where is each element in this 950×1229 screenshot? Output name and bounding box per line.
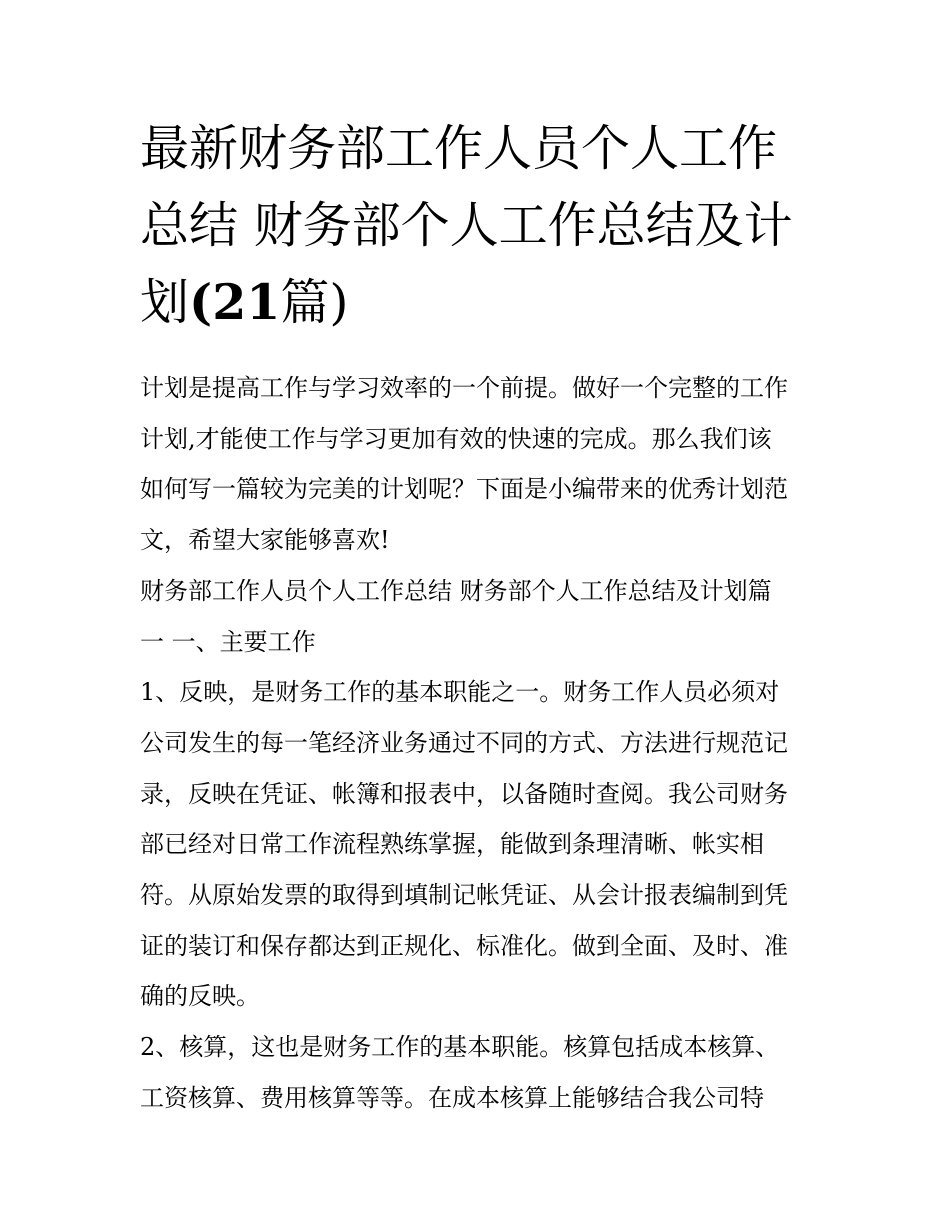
item-1-paragraph xyxy=(140,667,820,1022)
text-line: 计划,才能使工作与学习更加有效的快速的完成。那么我们该 xyxy=(140,424,772,453)
text-line: 工资核算、费用核算等等。在成本核算上能够结合我公司特 xyxy=(140,1083,764,1112)
document-body xyxy=(140,363,820,1124)
text-line: 公司发生的每一笔经济业务通过不同的方式、方法进行规范记 xyxy=(140,728,788,757)
text-line: 1、反映，是财务工作的基本职能之一。财务工作人员必须对 xyxy=(140,678,780,707)
text-line: 部已经对日常工作流程熟练掌握，能做到条理清晰、帐实相 xyxy=(140,830,764,859)
intro-paragraph xyxy=(140,363,820,566)
section-heading-paragraph xyxy=(140,566,820,667)
text-line: 财务部工作人员个人工作总结 财务部个人工作总结及计划篇 xyxy=(140,576,772,605)
title-line xyxy=(140,264,820,341)
text-line: 符。从原始发票的取得到填制记帐凭证、从会计报表编制到凭 xyxy=(140,881,788,910)
title-count: (21 xyxy=(189,273,281,331)
text-line: 计划是提高工作与学习效率的一个前提。做好一个完整的工作 xyxy=(140,374,788,402)
text-line: 录，反映在凭证、帐簿和报表中，以备随时查阅。我公司财务 xyxy=(140,779,788,808)
document-title xyxy=(140,110,820,341)
text-line: 证的装订和保存都达到正规化、标准化。做到全面、及时、准 xyxy=(140,931,788,960)
text-line: 如何写一篇较为完美的计划呢？下面是小编带来的优秀计划范 xyxy=(140,475,788,504)
text-line: 2、核算，这也是财务工作的基本职能。核算包括成本核算、 xyxy=(140,1033,780,1062)
text-line: 文，希望大家能够喜欢! xyxy=(140,526,390,555)
document-page xyxy=(140,110,820,1124)
item-2-paragraph xyxy=(140,1022,820,1123)
title-text: 划 xyxy=(140,274,190,331)
title-text: 篇) xyxy=(280,274,349,331)
text-line: 确的反映。 xyxy=(140,982,260,1011)
title-line: 最新财务部工作人员个人工作 xyxy=(140,120,778,177)
title-line: 总结 财务部个人工作总结及计 xyxy=(140,197,793,254)
text-line: 一 一、主要工作 xyxy=(140,627,316,656)
